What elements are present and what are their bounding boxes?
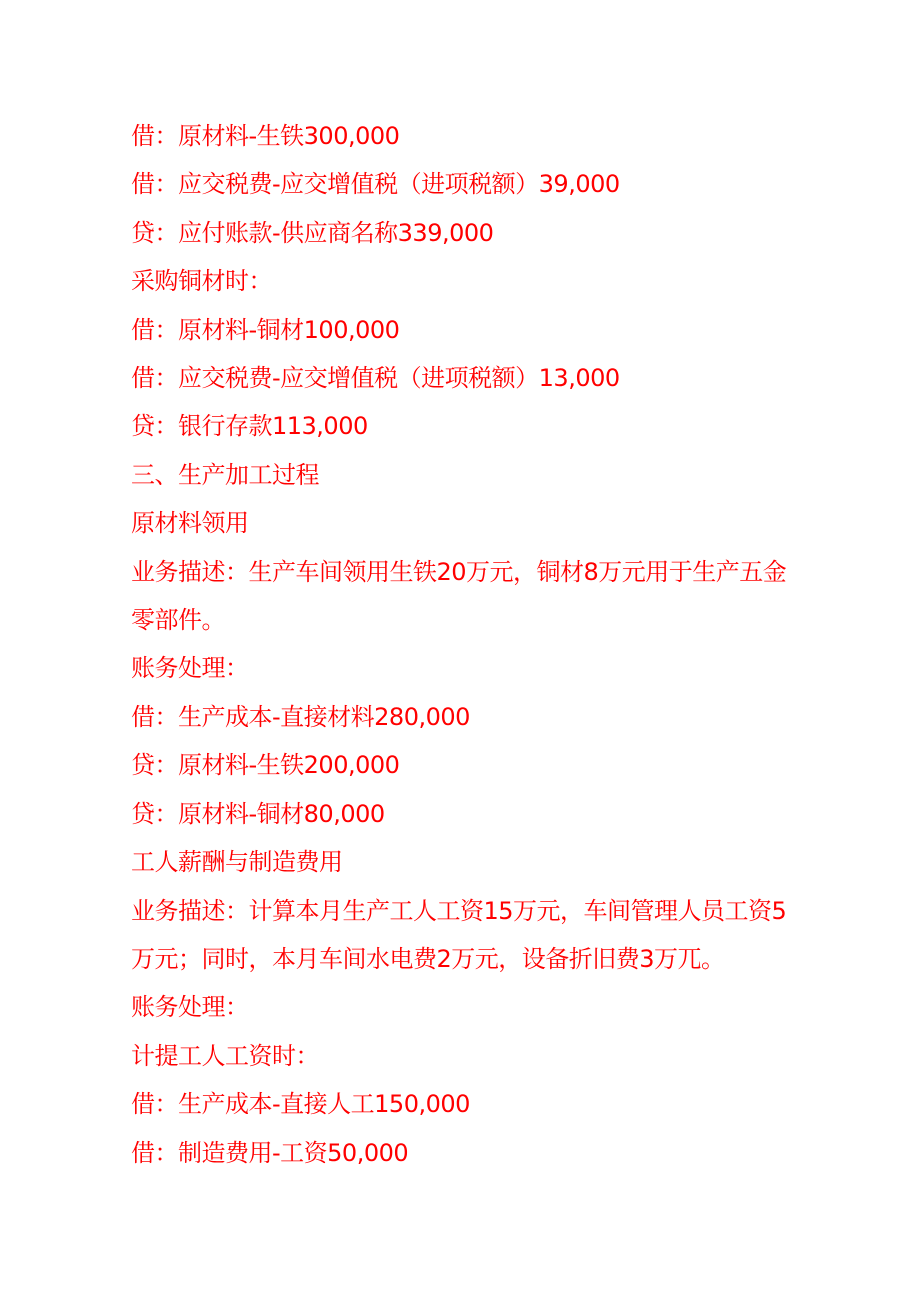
journal-entry: 借：应交税费-应交增值税（进项税额）39,000	[131, 170, 620, 199]
journal-entry: 借：生产成本-直接人工150,000	[131, 1090, 470, 1119]
business-description: 业务描述：生产车间领用生铁20万元，铜材8万元用于生产五金	[131, 557, 787, 586]
document-body	[131, 112, 791, 1177]
journal-entry: 借：应交税费-应交增值税（进项税额）13,000	[131, 364, 620, 393]
subsection-heading: 工人薪酬与制造费用	[131, 848, 343, 877]
subsection-heading: 原材料领用	[131, 509, 249, 538]
journal-entry: 借：原材料-生铁300,000	[131, 122, 400, 150]
journal-entry: 贷：原材料-生铁200,000	[131, 751, 400, 780]
journal-entry: 贷：应付账款-供应商名称339,000	[131, 218, 494, 247]
section-label: 采购铜材时：	[131, 267, 272, 296]
journal-entry: 借：制造费用-工资50,000	[131, 1138, 409, 1167]
journal-entry: 借：生产成本-直接材料280,000	[131, 702, 470, 731]
journal-entry: 贷：原材料-铜材80,000	[131, 799, 385, 828]
business-description: 万元；同时，本月车间水电费2万元，设备折旧费3万兀。	[131, 944, 725, 973]
business-description: 业务描述：计算本月生产工人工资15万元，车间管理人员工资5	[131, 896, 787, 925]
section-label: 账务处理：	[131, 654, 249, 683]
business-description: 零部件。	[131, 606, 225, 635]
journal-entry: 贷：银行存款113,000	[131, 412, 368, 441]
section-label: 计提工人工资时：	[131, 1041, 319, 1070]
journal-entry: 借：原材料-铜材100,000	[131, 315, 400, 344]
section-heading: 三、生产加工过程	[131, 460, 319, 489]
section-label: 账务处理：	[131, 993, 249, 1022]
